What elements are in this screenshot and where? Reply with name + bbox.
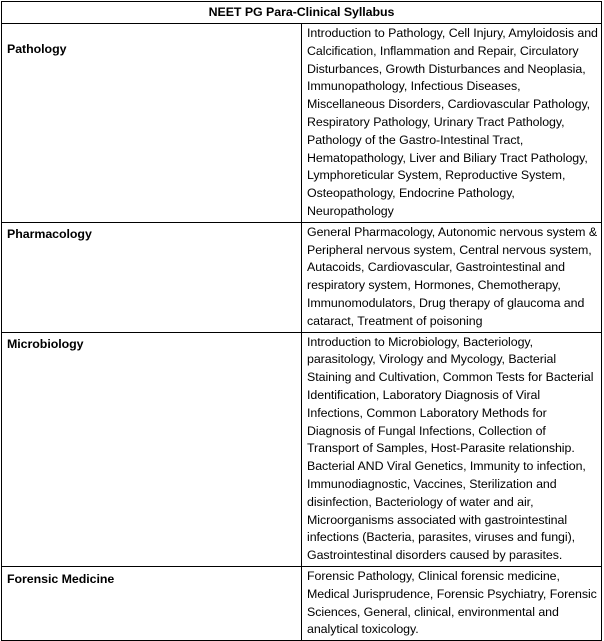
title-row	[2, 2, 602, 24]
topics-forensic-medicine: Forensic Pathology, Clinical forensic medicine, Medical Jurisprudence, Forensic Psychiatry, Forensic Sciences, General, clinical, environmental and analytical toxicology.	[302, 566, 602, 640]
topics-microbiology: Introduction to Microbiology, Bacteriology, parasitology, Virology and Mycology, Bacterial Staining and Cultivation, Common Tests for Bacterial Identification, Laboratory Diagnosis of Viral Infections, Common Laboratory Methods for Diagnosis of Fungal Infections, Collection of Transport of Samples, Host-Parasite relationship. Bacterial AND Viral Genetics, Immunity to infection, Immunodiagnostic, Vaccines, Sterilization and disinfection, Bacteriology of water and air, Microorganisms associated with gastrointestinal infections (Bacteria, parasites, viruses and fungi), Gastrointestinal disorders caused by parasites.	[302, 332, 602, 566]
table-title: NEET PG Para-Clinical Syllabus	[2, 2, 602, 24]
table-row	[2, 332, 602, 566]
table-row	[2, 222, 602, 332]
table-row	[2, 566, 602, 640]
topics-pathology: Introduction to Pathology, Cell Injury, Amyloidosis and Calcification, Inflammation and Repair, Circulatory Disturbances, Growth Disturbances and Neoplasia, Immunopathology, Infectious Diseases, Miscellaneous Disorders, Cardiovascular Pathology, Respiratory Pathology, Urinary Tract Pathology, Pathology of the Gastro-Intestinal Tract, Hematopathology, Liver and Biliary Tract Pathology, Lymphoreticular System, Reproductive System, Osteopathology, Endocrine Pathology, Neuropathology	[302, 24, 602, 223]
syllabus-table	[1, 1, 602, 641]
subject-pharmacology: Pharmacology	[2, 222, 302, 332]
topics-pharmacology: General Pharmacology, Autonomic nervous system & Peripheral nervous system, Central nervous system, Autacoids, Cardiovascular, Gastrointestinal and respiratory system, Hormones, Chemotherapy, Immunomodulators, Drug therapy of glaucoma and cataract, Treatment of poisoning	[302, 222, 602, 332]
table-row	[2, 24, 602, 223]
subject-microbiology: Microbiology	[2, 332, 302, 566]
subject-forensic-medicine: Forensic Medicine	[2, 566, 302, 640]
subject-pathology: Pathology	[2, 24, 302, 223]
